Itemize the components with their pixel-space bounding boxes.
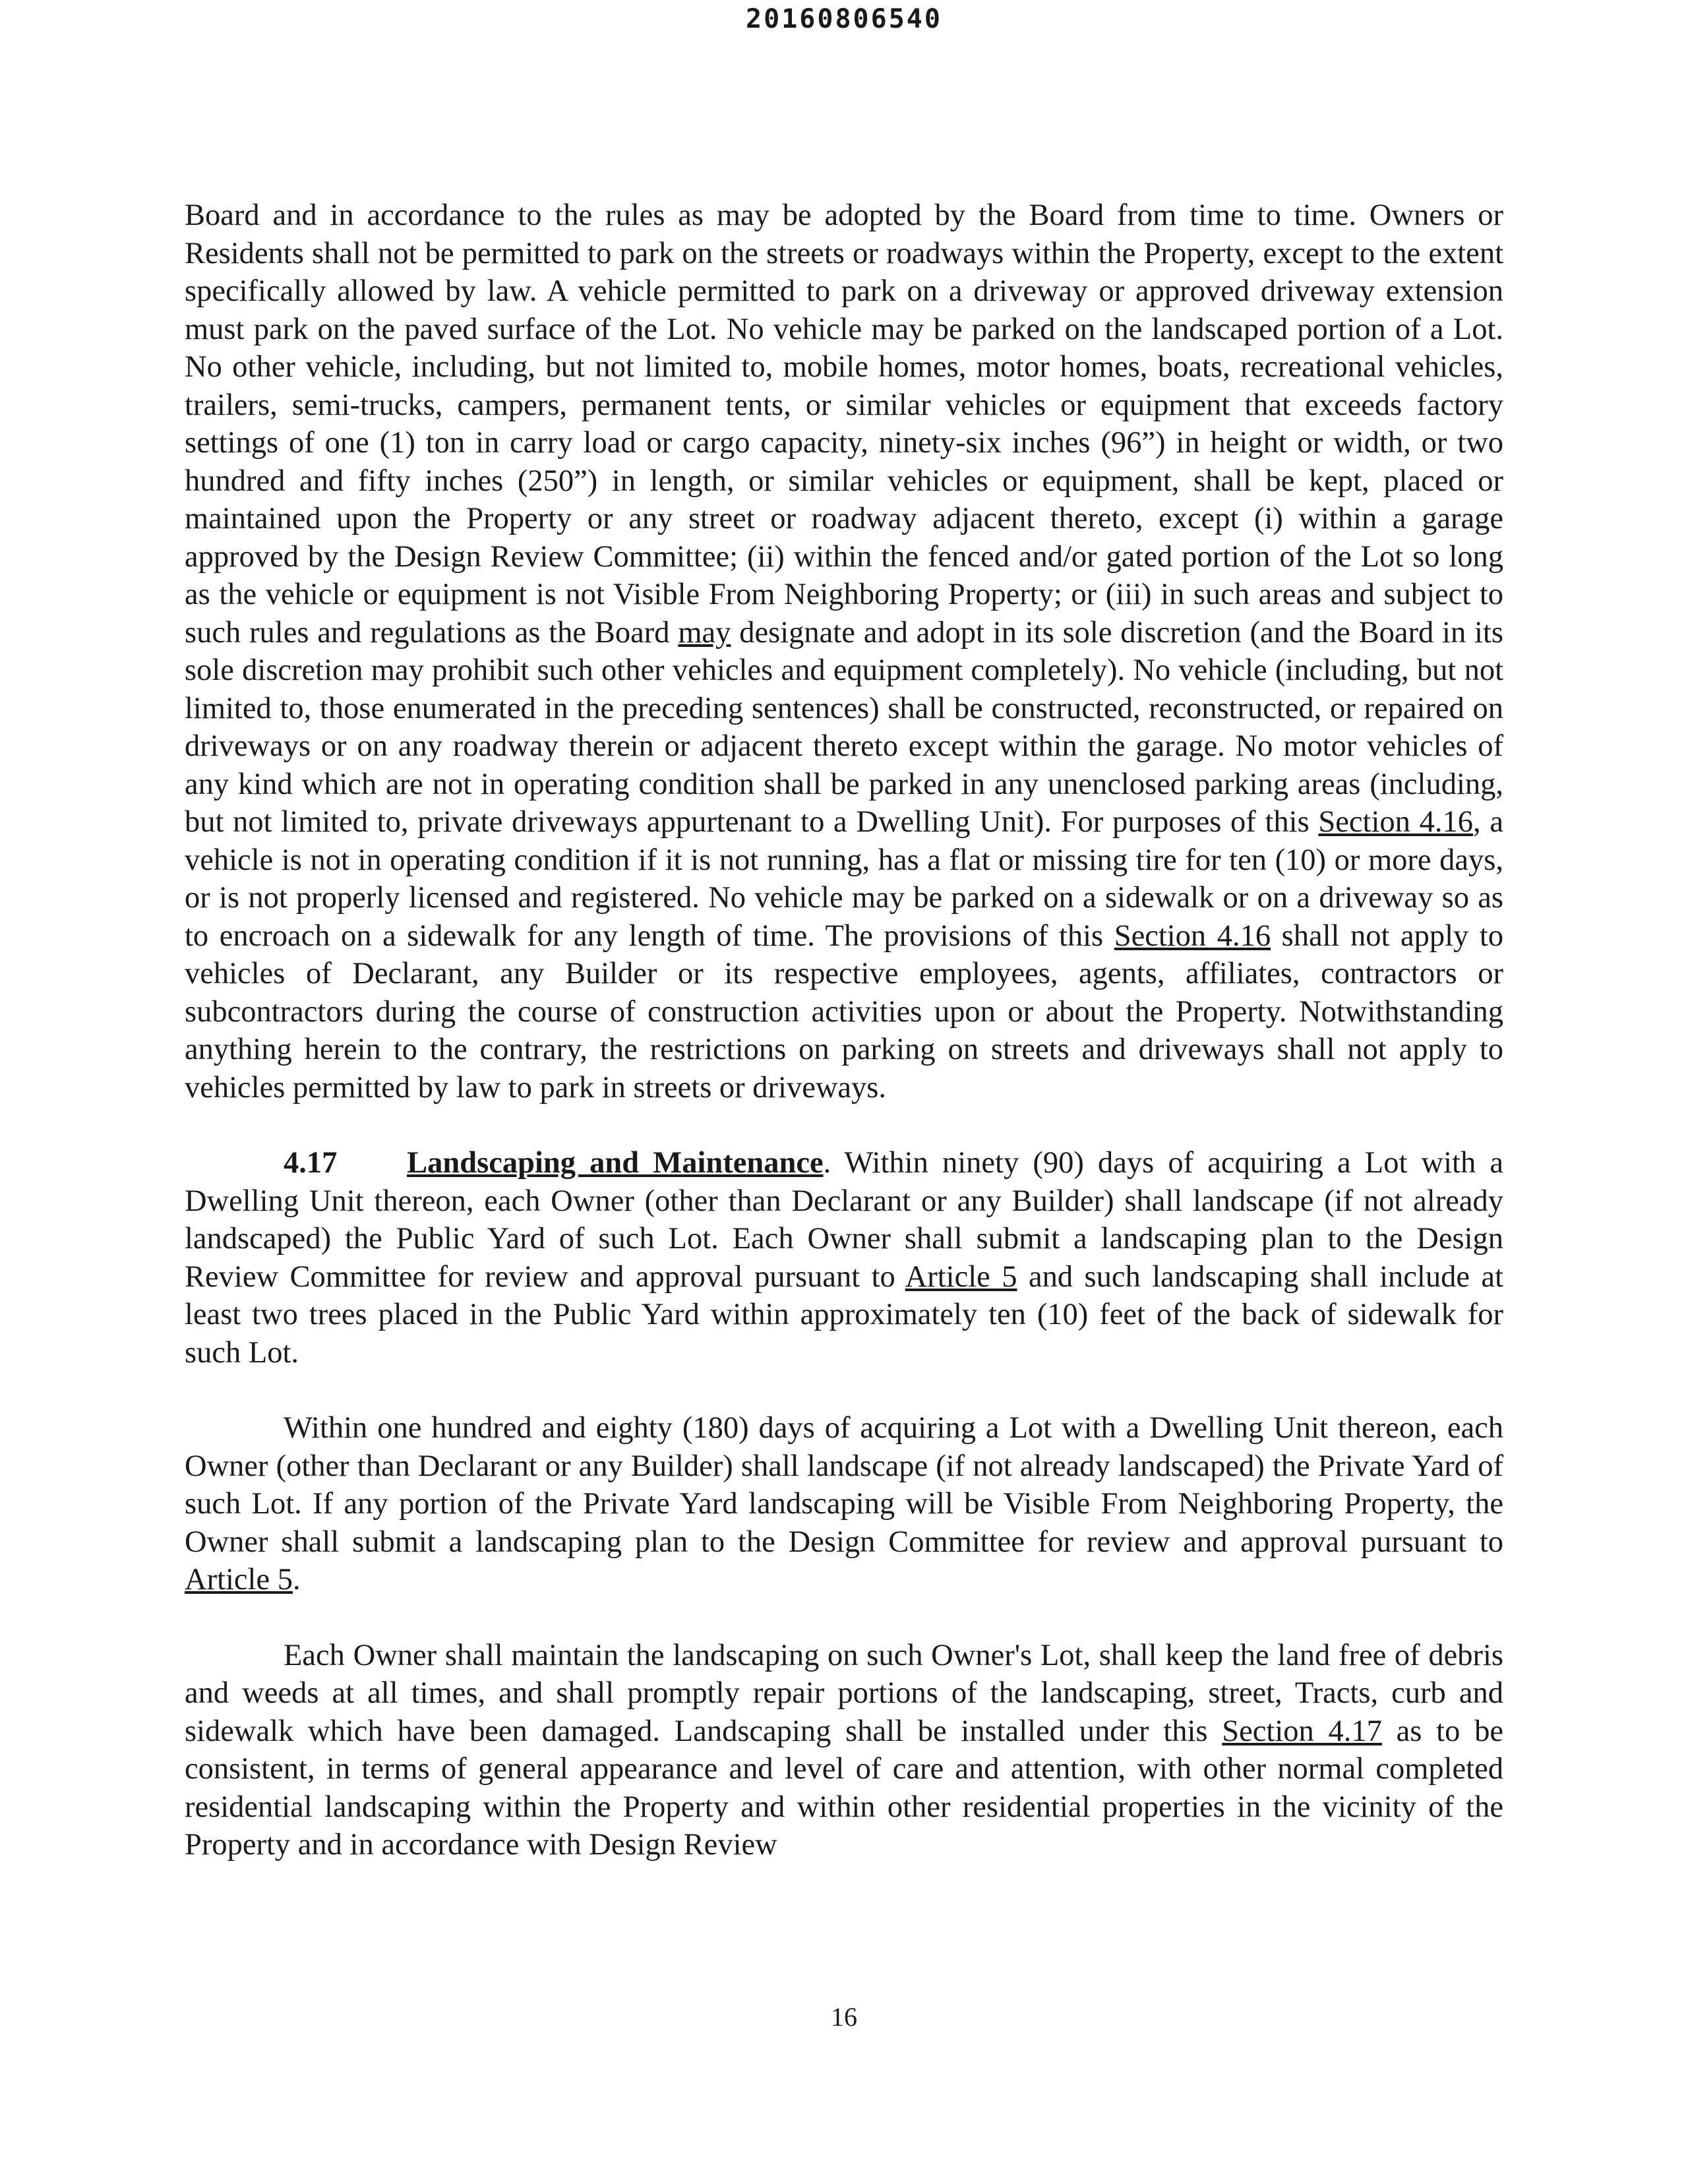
paragraph-text: . Within ninety (90) days of acquiring a Lot with a Dwelling Unit thereon, each Owner (other than Declarant or any Builder) shall landscape (if not already landscaped) the Public Yard of such Lot. Each Owner shall submit a landscaping plan to the Design Review Committee for review and approval pursuant to	[185, 1146, 1503, 1294]
document-number: 20160806540	[746, 4, 942, 34]
paragraph-text: .	[292, 1563, 301, 1596]
section-ref-4-16[interactable]: Section 4.16	[1318, 805, 1473, 839]
section-ref-4-17[interactable]: Section 4.17	[1222, 1714, 1382, 1748]
article-ref-5[interactable]: Article 5	[905, 1259, 1017, 1294]
paragraph-maintenance	[185, 1637, 1503, 1864]
page-number: 16	[831, 2002, 857, 2032]
paragraph-text: , a vehicle is not in operating condition if it is not running, has a flat or missing tire for ten (10) or more days, or is not properly licensed and registered. No vehicle may be parked on a sidewalk or on a driveway so as to encroach on a sidewalk for any length of time. The provisions of this	[185, 805, 1503, 953]
paragraph-text: designate and adopt in its sole discretion (and the Board in its sole discretion may prohibit such other vehicles and equipment completely). No vehicle (including, but not limited to, those enumerated in the preceding sentences) shall be constructed, reconstructed, or repaired on driveways or on any roadway therein or adjacent thereto except within the garage. No motor vehicles of any kind which are not in operating condition shall be parked in any unenclosed parking areas (including, but not limited to, private driveways appurtenant to a Dwelling Unit). For purposes of this	[185, 615, 1503, 839]
document-body	[185, 197, 1503, 1864]
paragraph-text: and such landscaping shall include at least two trees placed in the Public Yard within approximately ten (10) feet of the back of sidewalk for such Lot.	[185, 1259, 1503, 1370]
paragraph-text: shall not apply to vehicles of Declarant, any Builder or its respective employees, agents, affiliates, contractors or subcontractors during the course of construction activities upon or about the Property. Notwithstanding anything herein to the contrary, the restrictions on parking on streets and driveways shall not apply to vehicles permitted by law to park in streets or driveways.	[185, 919, 1503, 1105]
section-ref-4-16[interactable]: Section 4.16	[1114, 919, 1271, 953]
paragraph-section-4-17	[185, 1144, 1503, 1372]
paragraph-text: Board and in accordance to the rules as may be adopted by the Board from time to time. Owners or Residents shall not be permitted to park on the streets or roadways within the Property, except to the extent specifically allowed by law. A vehicle permitted to park on a driveway or approved driveway extension must park on the paved surface of the Lot. No vehicle may be parked on the landscaped portion of a Lot. No other vehicle, including, but not limited to, mobile homes, motor homes, boats, recreational vehicles, trailers, semi-trucks, campers, permanent tents, or similar vehicles or equipment that exceeds factory settings of one (1) ton in carry load or cargo capacity, ninety-six inches (96”) in height or width, or two hundred and fifty inches (250”) in length, or similar vehicles or equipment, shall be kept, placed or maintained upon the Property or any street or roadway adjacent thereto, except (i) within a garage approved by the Design Review Committee; (ii) within the fenced and/or gated portion of the Lot so long as the vehicle or equipment is not Visible From Neighboring Property; or (iii) in such areas and subject to such rules and regulations as the Board	[185, 198, 1503, 650]
section-title: Landscaping and Maintenance	[407, 1146, 824, 1180]
paragraph-text: Within one hundred and eighty (180) days of acquiring a Lot with a Dwelling Unit thereon, each Owner (other than Declarant or any Builder) shall landscape (if not already landscaped) the Private Yard of such Lot. If any portion of the Private Yard landscaping will be Visible From Neighboring Property, the Owner shall submit a landscaping plan to the Design Committee for review and approval pursuant to	[185, 1411, 1503, 1559]
paragraph-private-yard	[185, 1409, 1503, 1599]
paragraph-text: Each Owner shall maintain the landscaping on such Owner's Lot, shall keep the land free of debris and weeds at all times, and shall promptly repair portions of the landscaping, street, Tracts, curb and sidewalk which have been damaged. Landscaping shall be installed under this	[185, 1638, 1503, 1748]
paragraph-parking-restrictions	[185, 197, 1503, 1107]
section-number: 4.17	[284, 1146, 338, 1180]
article-ref-5[interactable]: Article 5	[185, 1563, 293, 1596]
paragraph-text: as to be consistent, in terms of general appearance and level of care and attention, with other normal completed residential landscaping within the Property and within other residential properties in the vicinity of the Property and in accordance with Design Review	[185, 1714, 1503, 1862]
emphasis-may: may	[678, 615, 731, 650]
